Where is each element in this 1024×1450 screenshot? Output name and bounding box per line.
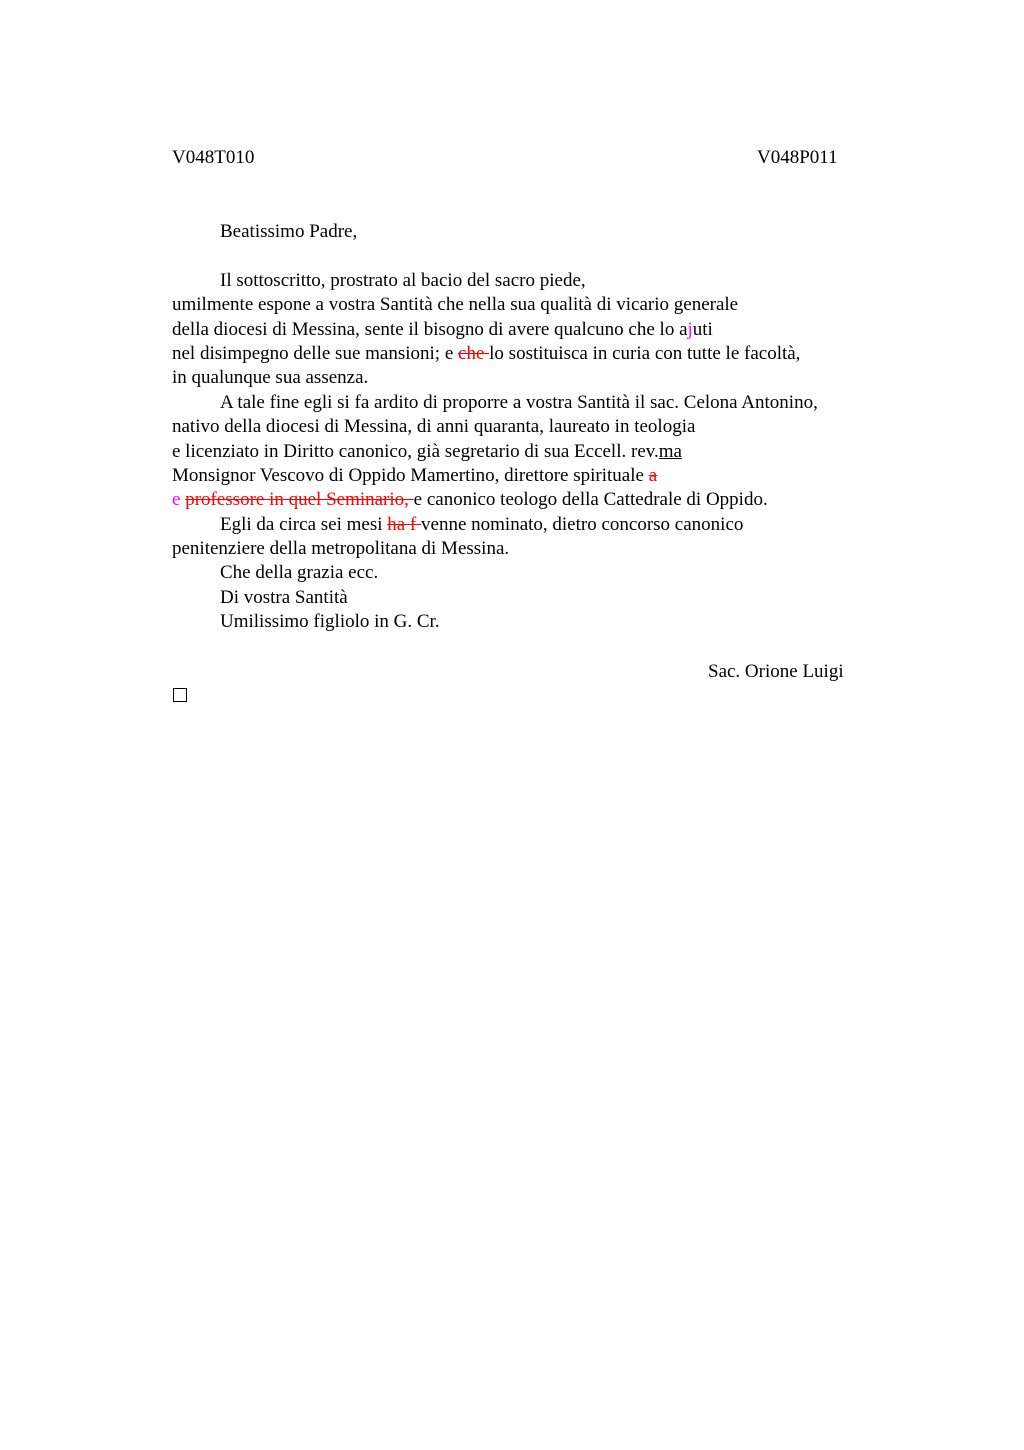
signature: Sac. Orione Luigi xyxy=(708,661,844,682)
deleted-text: ha f xyxy=(387,513,422,535)
document-code-left: V048T010 xyxy=(172,147,255,168)
text-line: nativo della diocesi di Messina, di anni quaranta, laureato in teologia xyxy=(172,416,696,438)
empty-square-icon xyxy=(173,688,187,702)
text-line: A tale fine egli si fa ardito di proporre a vostra Santità il sac. Celona Antonino, xyxy=(220,391,818,413)
inserted-text: j xyxy=(687,318,693,340)
text-line: e professore in quel Seminario, e canonico teologo della Cattedrale di Oppido. xyxy=(172,489,768,511)
salutation: Beatissimo Padre, xyxy=(220,221,358,242)
text-line: Egli da circa sei mesi ha f venne nominato, dietro concorso canonico xyxy=(220,513,744,535)
text-line: nel disimpegno delle sue mansioni; e che lo sostituisca in curia con tutte le facoltà, xyxy=(172,342,801,364)
closing-line: Di vostra Santità xyxy=(220,586,348,608)
text-line: in qualunque sua assenza. xyxy=(172,367,369,389)
text-line: e licenziato in Diritto canonico, già segretario di sua Eccell. rev.ma xyxy=(172,440,682,462)
inserted-text: e xyxy=(172,489,181,511)
text-line: penitenziere della metropolitana di Messina. xyxy=(172,538,510,560)
text-line: Monsignor Vescovo di Oppido Mamertino, direttore spirituale a xyxy=(172,464,658,486)
deleted-text: a xyxy=(648,464,658,486)
closing-line: Che della grazia ecc. xyxy=(220,562,379,584)
abbreviation-superscript: ma xyxy=(658,440,682,462)
document-code-right: V048P011 xyxy=(757,147,838,168)
text-line: Il sottoscritto, prostrato al bacio del sacro piede, xyxy=(220,269,586,291)
text-line: della diocesi di Messina, sente il bisogno di avere qualcuno che lo ajuti xyxy=(172,318,713,340)
closing-line: Umilissimo figliolo in G. Cr. xyxy=(220,611,440,633)
deleted-text: che xyxy=(458,342,490,364)
letter-body xyxy=(172,220,892,635)
deleted-text: professore in quel Seminario, xyxy=(185,489,414,511)
text-line: umilmente espone a vostra Santità che nella sua qualità di vicario generale xyxy=(172,294,739,316)
